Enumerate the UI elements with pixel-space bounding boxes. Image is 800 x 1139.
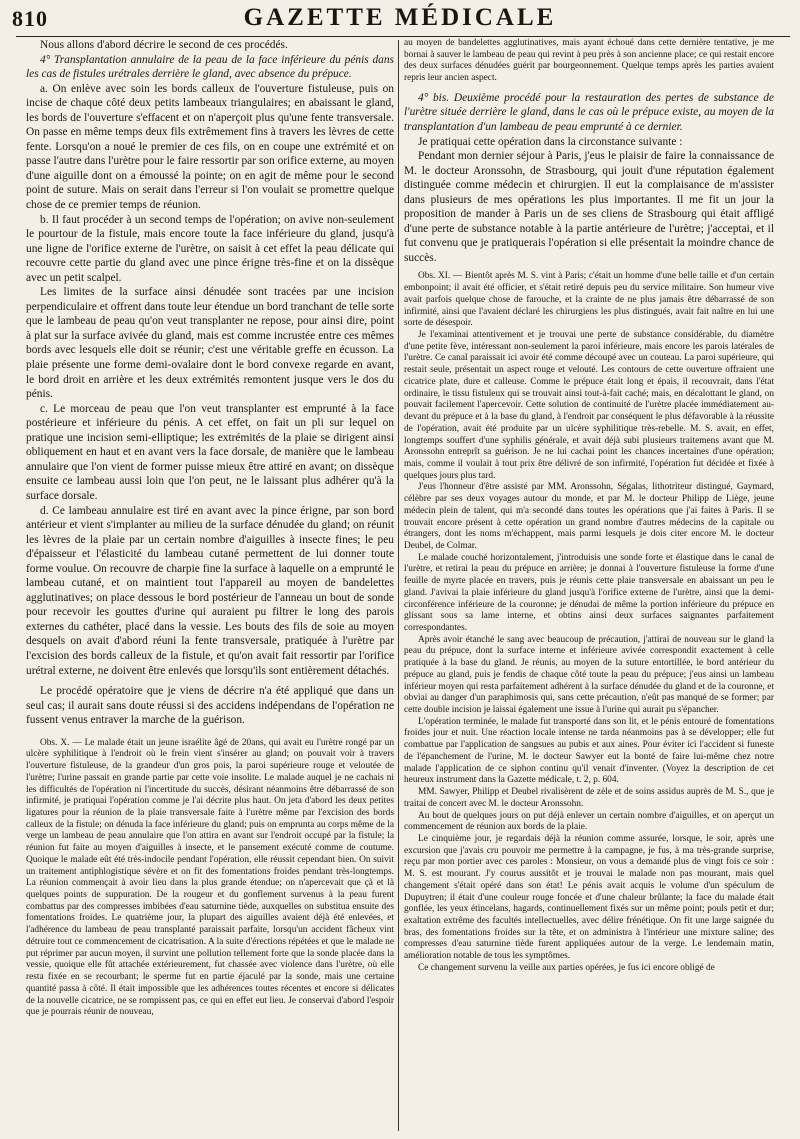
- paragraph-operation: Le malade couché horizontalement, j'introduisis une sonde forte et élastique dans le canal de l'urètre, et retirai la peau du prépuce en arrière; je donnai à l'ouverture fistuleuse la forme d'une feuille de myrte placée en travers, puis je réunis cette plaie transversale en abaissant un peu le gland. J'avivai la plaie inférieure du gland jusqu'à l'orifice externe de l'urètre, ainsi que la demi-circonférence inférieure de la couronne; je dénudai de même la portion inférieure du prépuce en glissant sous sa lame interne, et obtins ainsi deux surfaces saignantes parfaitement correspondantes.: [404, 552, 774, 633]
- paragraph-colleagues: MM. Sawyer, Philipp et Deubel rivalisèrent de zèle et de soins assidus auprès de M. S., que je traitai de concert avec M. le docteur Aronssohn.: [404, 787, 774, 809]
- journal-title: GAZETTE MÉDICALE: [243, 4, 557, 31]
- page-header: [0, 0, 800, 42]
- paragraph-post-op: L'opération terminée, le malade fut transporté dans son lit, et le pénis entouré de fomentations froides jour et nuit. Une réaction locale intense ne tarda néanmoins pas à se développer; elle fut combattue par l'application de sangsues au pubis et aux aines. Pour éviter ici l'accident si funeste de l'épanchement de l'urine, M. le docteur Sawyer eut la bonté de faire lui-même chez notre malade l'application de ce siphon continu qu'il venait d'inventer. (Voyez la description de cet heureux instrument dans la Gazette médicale, t. 2, p. 604.: [404, 716, 774, 786]
- header-rule: [16, 36, 790, 37]
- paragraph-examination: Je l'examinai attentivement et je trouvai une perte de substance considérable, du diamètre d'une petite fève, intéressant non-seulement la paroi inférieure, mais encore les parois latérales de l'urètre. Ce canal paraissait ici avoir été comme découpé avec un couteau. La paroi supérieure, qui restait seule, présentait un aspect rouge et velouté. Les contours de cette ouverture offraient une cicatrice plate, dure et calleuse. Comme le prépuce était long et épais, il recouvrait, dans l'état ordinaire, le tissu fistuleux qui se trouvait ainsi tout-à-fait caché; mais, en décalottant le gland, on pouvait facilement l'apercevoir. Cette solution de continuité de l'urètre placée immédiatement au-devant du prépuce et à la base du gland, à l'endroit par conséquent le plus défavorable à la réussite de l'opération, avait été produite par un ulcère syphilitique très-rebelle. M. S. avait, en effet, longtemps souffert d'une syphilis générale, et avait déjà subi plusieurs traitemens avant que M. Aronssohn entreprît sa guérison. Je ne lui cachai point les chances incertaines d'une opération; mais, comme il voulait à tout prix être délivré de son infirmité, l'opération fut décidée et fixée à quelques jours plus tard.: [404, 330, 774, 481]
- section-heading-4: 4° Transplantation annulaire de la peau de la face inférieure du pénis dans les cas de fistules urétrales derrière le gland, avec absence du prépuce.: [26, 53, 394, 81]
- section-heading-4-bis: 4° bis. Deuxième procédé pour la restauration des pertes de substance de l'urètre située derrière le gland, dans le cas où le prépuce existe, au moyen de la transplantation d'un lambeau de peau emprunté à ce dernier.: [404, 91, 774, 133]
- paragraph-a: a. On enlève avec soin les bords calleux de l'ouverture fistuleuse, puis on incise de chaque côté deux petits lambeaux triangulaires; en abaissant le gland, les bords de l'ouverture s'effacent et on n'aperçoit plus qu'une fente transversale. On passe en même temps deux fils extrêmement fins à travers les lèvres de cette fente. Lorsqu'on a noué le premier de ces fils, on en coupe une extrémité et on passe l'autre dans l'urètre pour le faire ressortir par son orifice externe, au moyen d'une aiguille dont on a émoussé la pointe; on en agit de même pour le second point de suture. Mais on serait dans l'erreur si l'on voulait se promettre quelque chose de ce premier temps de réunion.: [26, 82, 394, 212]
- paragraph-limits: Les limites de la surface ainsi dénudée sont tracées par une incision perpendiculaire et offrent dans toute leur étendue un bord tranchant de telle sorte que le lambeau de peau qu'on veut transplanter ne repose, pour ainsi dire, point à plat sur la surface avivée du gland, mais est comme incrustée entre ces mêmes bords avec lesquels elle doit se réunir; c'est une véritable greffe en écusson. La plaie présente une forme demi-ovalaire dont le bord convexe regarde en avant, le bord droit en arrière et les deux extrémités remontent jusque vers le dos du pénis.: [26, 286, 394, 401]
- paragraph-circumstance: Je pratiquai cette opération dans la circonstance suivante :: [418, 135, 683, 148]
- intro-paragraph: Nous allons d'abord décrire le second de ces procédés.: [40, 39, 288, 51]
- observation-11: Obs. XI. — Bientôt après M. S. vint à Paris; c'était un homme d'une belle taille et d'un certain embonpoint; il avait été officier, et s'était retiré depuis peu du service militaire. Son humeur vive avait parfois quelque chose de farouche, et la crainte de ne plus jamais être débarrassé de son infirmité, ainsi que l'avaient déclaré les chirurgiens les plus distingués, avait fait naître en lui une sorte de désespoir.: [404, 271, 774, 329]
- paragraph-after-bleeding: Après avoir étanché le sang avec beaucoup de précaution, j'attirai de nouveau sur le gland la peau du prépuce, dont la surface interne et inférieure avivée correspondit exactement à celle pratiquée à la base du gland. Je réunis, au moyen de la suture entortillée, le bord antérieur du prépuce au gland, puis je fendis de chaque côté toute la peau du prépuce; j'eus ainsi un lambeau inférieur moyen qui resta parfaitement adhérent à la surface dénudée du gland et de la couronne, et obviai au danger d'un paraphimosis qui, sans cette précaution, n'eût pas manqué de se former; par cette double incision je laissai également une issue à l'urine qui aurait pu s'épancher.: [404, 634, 774, 716]
- paragraph-procedure: Le procédé opératoire que je viens de décrire n'a été appliqué que dans un seul cas; il aurait sans doute réussi si des accidens indépendans de l'opération ne fussent venus entraver la marche de la guérison.: [26, 685, 394, 727]
- right-column: [404, 38, 774, 1133]
- observation-10-continued: au moyen de bandelettes agglutinatives, mais ayant échoué dans cette dernière tentative, je me bornai à sauver le lambeau de peau qui revint à peu près à son ancienne place; ce qui restait encore des deux surfaces dénudées guérit par bourgeonnement. Quelque temps après les parties avaient repris leur ancien aspect.: [404, 38, 774, 84]
- page-number: 810: [12, 6, 48, 31]
- column-divider: [398, 40, 399, 1131]
- paragraph-fifth-day: Le cinquième jour, je regardais déjà la réunion comme assurée, lorsque, le soir, après une excursion que j'avais cru pouvoir me permettre à la campagne, je fus, à ma très-grande surprise, reçu par mon portier avec ces paroles : Monsieur, on vous a demandé plus de vingt fois ce soir : M. S. est mourant. J'y courus aussitôt et je trouvai le malade non pas mourant, mais quel changement s'était opéré dans son état! Le pénis avait acquis le volume d'un spéculum de Dupuytren; il était d'une couleur rouge foncée et d'une chaleur brûlante; la face du malade était gonflée, les yeux étincelans, hagards, continuellement fixés sur un même point; pouls petit et dur; exaltation extrême des facultés intellectuelles, avec délire frénétique. On fit une large saignée du bras, des fomentations froides sur la tête, et on administra à l'intérieur une mixture saline; des compresses d'eau saturnine tiède furent appliquées autour de la verge. Le lendemain matin, amélioration notable de tous les symptômes.: [404, 833, 774, 962]
- paragraph-d: d. Ce lambeau annulaire est tiré en avant avec la pince érigne, par son bord antérieur et vient s'implanter au milieu de la surface dénudée du gland; on réunit les lèvres de la plaie par un certain nombre d'aiguilles à insecte fines; le peu d'épaisseur et l'élasticité du lambeau cutané permettent de lui donner toute forme voulue. On recouvre de charpie fine la surface à laquelle on a emprunté le lambeau cutané, et on maintient tout l'appareil au moyen de bandelettes agglutinatives; on place dessous le bord postérieur de l'anneau un bout de sonde pour recevoir les gouttes d'urine qui auraient pu filtrer le long des parois externes du cathéter, placé dans la vessie. Les bouts des fils de soie au moyen desquels on avait d'abord réuni la fente transversale, pratiquée à l'urètre par l'excision des bords calleux de la fistule, et qu'on avait fait ressortir par l'orifice urétral externe, ne doivent être enlevés que lorsqu'ils sont entièrement détachés.: [26, 504, 394, 677]
- paragraph-paris-stay: Pendant mon dernier séjour à Paris, j'eus le plaisir de faire la connaissance de M. le docteur Aronssohn, de Strasbourg, qui jouit d'une réputation également distinguée comme médecin et chirurgien. Il eut la complaisance de m'assister dans plusieurs de mes opérations les plus importantes. Il me fit un jour la proposition de mander à Paris un de ses cliens de Strasbourg qui était affligé d'une perte de substance notable à la partie antérieure de l'urètre; j'acceptai, et il fut convenu que je pratiquerais l'opération si elle présentait la moindre chance de succès.: [404, 150, 774, 264]
- paragraph-b: b. Il faut procéder à un second temps de l'opération; on avive non-seulement le pourtour de la fistule, mais encore toute la face inférieure du gland, jusqu'à une ligne de l'orifice externe de l'urètre, on saisit à cet effet la peau délicate qui recouvre cette partie du gland avec une pince érigne très-fine et on la dissèque avec un petit scalpel.: [26, 213, 394, 284]
- observation-10: Obs. X. — Le malade était un jeune israélite âgé de 20ans, qui avait eu l'urètre rongé par un ulcère syphilitique à l'endroit où le frein vient s'insérer au gland; on pouvait voir à travers l'ouverture fistuleuse, de la grandeur d'un gros pois, la paroi supérieure rouge et veloutée de l'urètre; l'urine passait en grande partie par cette voie insolite. Le malade auquel je ne cachais ni les difficultés de l'opération ni l'incertitude du succès, désirant néanmoins être débarrassé de son infirmité, je pratiquai l'opération comme je l'ai décrite plus haut. On jeta d'abord les deux petites ligatures pour la réunion de la plaie transversale faite à l'urètre même par l'excision des bords calleux de la fistule; on dénuda la face inférieure du gland; puis on emprunta au corps même de la verge un lambeau de peau annulaire que l'on attira en avant sur l'endroit occupé par la fistule; la réunion fut faite au moyen d'aiguilles à insecte, et le pansement exécuté comme de coutume. Quoique le malade eût été très-indocile pendant l'opération, elle réussit cependant bien. On suivit un traitement antiphlogistique sévère et on fit des fomentations froides pendant très-longtemps. La réunion commençait à avoir lieu dans la plus grande étendue; on n'apercevait que çà et là quelques points de suppuration. De la rougeur et du gonflement survenus à la peau furent combattus par des compresses imbibées d'eau saturnine tiède, auxquelles on substitua ensuite des fomentations froides. Le quatrième jour, la plupart des aiguilles avaient déjà été enlevées, et l'adhérence du lambeau de peau transplanté paraissait parfaite, lorsqu'un accident fâcheux vint détruire tout ce commencement de cicatrisation. A la suite d'érections répétées et que le malade ne put réprimer par aucun moyen, il survint une pollution tellement forte que la sonde placée dans la vessie, quoique elle fût attachée extérieurement, fut chassée avec violence dans l'urètre, où elle resta fixée en se recourbant; le sperme fut en partie éjaculé par la sonde, mais une certaine quantité passa à côté. Il était impossible que les adhérences toutes récentes et encore si délicates de la nouvelle cicatrice, ne se rompissent pas, ce qui en effet eut lieu. Je conservai d'abord l'espoir que je pourrais réunir de nouveau,: [26, 737, 394, 1018]
- paragraph-c: c. Le morceau de peau que l'on veut transplanter est emprunté à la face postérieure et inférieure du pénis. A cet effet, on fait un pli sur lequel on pratique une incision semi-elliptique; les extrémités de la plaie se dirigent ainsi obliquement en haut et en avant vers la face dorsale, de manière que le lambeau annulaire que l'on vient de former puisse mieux être attiré en avant; on dissèque ensuite ce lambeau aussi loin que l'on peut, ne le laissant plus adhérer qu'à la surface dorsale.: [26, 402, 394, 502]
- paragraph-needles: Au bout de quelques jours on put déjà enlever un certain nombre d'aiguilles, et on aperçut un commencement de réunion aux bords de la plaie.: [404, 810, 774, 833]
- left-column: [26, 38, 394, 1133]
- paragraph-assistants: J'eus l'honneur d'être assisté par MM. Aronssohn, Ségalas, lithotriteur distingué, Gaymard, célèbre par ses deux voyages autour du monde, et par M. le docteur Philipp de Liège, jeune médecin plein de talent, qui m'a secondé dans toutes les opérations que j'ai faites à Paris. Il se trouvait encore présent à cette opération un grand nombre d'autres médecins de la capitale ou étrangers, dont les noms m'échappent, mais parmi lesquels je dois citer encore M. le docteur Deubel, de Colmar.: [404, 482, 774, 551]
- paragraph-change: Ce changement survenu la veille aux parties opérées, je fus ici encore obligé de: [418, 962, 715, 973]
